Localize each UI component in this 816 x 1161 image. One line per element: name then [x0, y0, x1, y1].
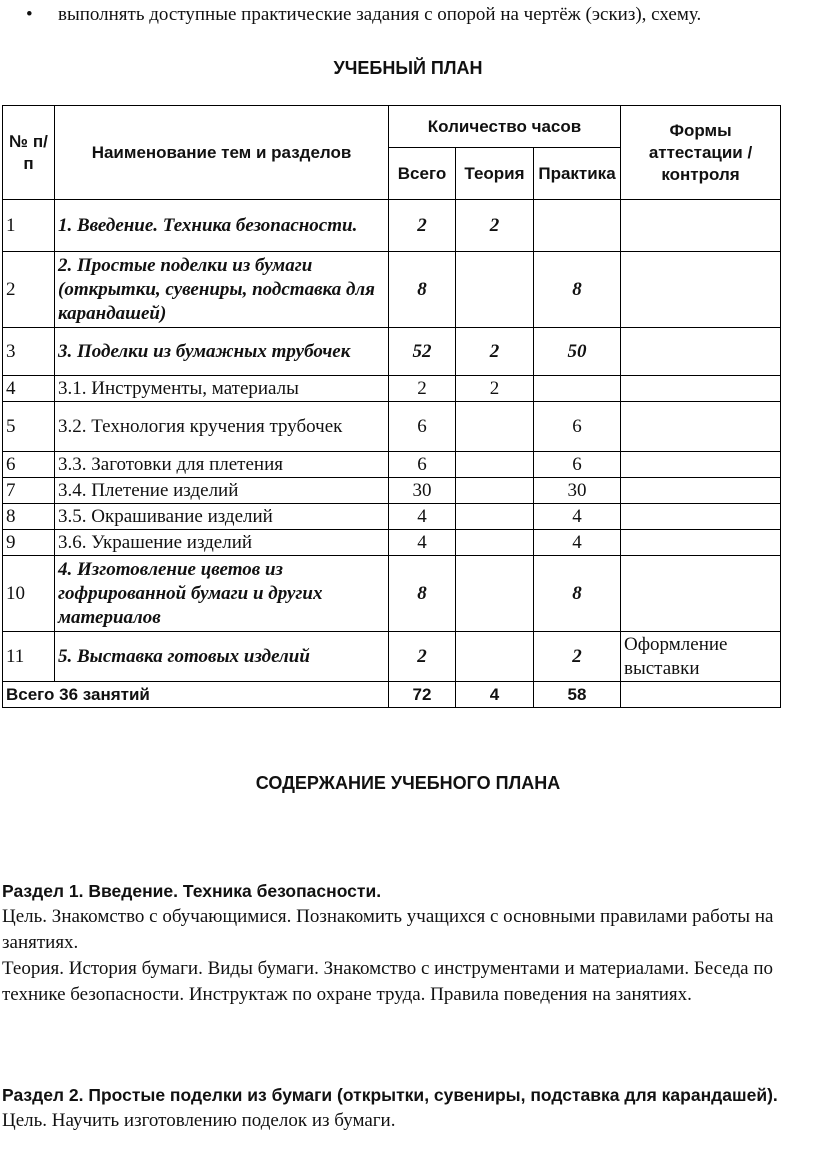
section-1-theory: Теория. История бумаги. Виды бумаги. Знакомство с инструментами и материалами. Беседа по технике безопасности. Инструктаж по охране труда. Правила поведения на занятиях. [2, 958, 774, 1005]
row-num: 7 [3, 478, 55, 504]
row-total: 4 [389, 504, 456, 530]
row-theory [456, 402, 534, 452]
row-practice: 30 [534, 478, 621, 504]
row-theory [456, 632, 534, 682]
row-practice: 6 [534, 452, 621, 478]
table-row [3, 478, 781, 504]
study-plan-table [2, 105, 781, 708]
table-row [3, 376, 781, 402]
section-1-goal: Цель. Знакомство с обучающимися. Познакомить учащихся с основными правилами работы на занятиях. [2, 906, 774, 953]
total-hours: 72 [389, 682, 456, 708]
row-theory [456, 478, 534, 504]
row-theory [456, 504, 534, 530]
bullet-item [26, 2, 701, 28]
row-practice: 6 [534, 402, 621, 452]
bullet-icon: • [26, 4, 33, 25]
bullet-text: выполнять доступные практические задания с опорой на чертёж (эскиз), схему. [58, 4, 702, 25]
total-label: Всего 36 занятий [3, 682, 389, 708]
row-practice [534, 376, 621, 402]
row-total: 6 [389, 452, 456, 478]
header-name: Наименование тем и разделов [55, 106, 389, 200]
row-name: 3.4. Плетение изделий [55, 478, 389, 504]
row-num: 2 [3, 252, 55, 328]
row-name: 3.5. Окрашивание изделий [55, 504, 389, 530]
header-practice: Практика [534, 148, 621, 200]
row-name: 3.1. Инструменты, материалы [55, 376, 389, 402]
row-num: 5 [3, 402, 55, 452]
row-form [621, 252, 781, 328]
row-num: 3 [3, 328, 55, 376]
table-row [3, 530, 781, 556]
row-total: 52 [389, 328, 456, 376]
row-name: 4. Изготовление цветов из гофрированной бумаги и других материалов [55, 556, 389, 632]
section-2 [2, 1082, 812, 1134]
row-practice: 2 [534, 632, 621, 682]
row-form [621, 376, 781, 402]
row-theory [456, 452, 534, 478]
table-row [3, 556, 781, 632]
header-hours: Количество часов [389, 106, 621, 148]
header-num: № п/п [3, 106, 55, 200]
row-form [621, 200, 781, 252]
row-form [621, 530, 781, 556]
row-total: 4 [389, 530, 456, 556]
table-row [3, 200, 781, 252]
row-practice: 8 [534, 556, 621, 632]
section-2-goal: Цель. Научить изготовлению поделок из бумаги. [2, 1110, 396, 1131]
row-name: 3.3. Заготовки для плетения [55, 452, 389, 478]
row-name: 3. Поделки из бумажных трубочек [55, 328, 389, 376]
row-form: Оформление выставки [621, 632, 781, 682]
row-theory [456, 556, 534, 632]
row-name: 2. Простые поделки из бумаги (открытки, сувениры, подставка для карандашей) [55, 252, 389, 328]
section-2-heading: Раздел 2. Простые поделки из бумаги (открытки, сувениры, подставка для карандашей). [2, 1085, 778, 1105]
total-form [621, 682, 781, 708]
row-total: 30 [389, 478, 456, 504]
table-row [3, 402, 781, 452]
header-theory: Теория [456, 148, 534, 200]
row-practice [534, 200, 621, 252]
row-form [621, 504, 781, 530]
row-total: 6 [389, 402, 456, 452]
row-theory [456, 530, 534, 556]
row-name: 5. Выставка готовых изделий [55, 632, 389, 682]
row-theory: 2 [456, 200, 534, 252]
row-form [621, 478, 781, 504]
total-row [3, 682, 781, 708]
table-row [3, 452, 781, 478]
row-form [621, 556, 781, 632]
row-theory: 2 [456, 328, 534, 376]
row-form [621, 402, 781, 452]
header-forms: Формы аттестации / контроля [621, 106, 781, 200]
row-num: 11 [3, 632, 55, 682]
section-1-heading: Раздел 1. Введение. Техника безопасности. [2, 881, 382, 901]
row-practice: 50 [534, 328, 621, 376]
row-num: 8 [3, 504, 55, 530]
row-num: 1 [3, 200, 55, 252]
row-total: 2 [389, 376, 456, 402]
table-row [3, 504, 781, 530]
row-theory [456, 252, 534, 328]
row-theory: 2 [456, 376, 534, 402]
total-practice: 58 [534, 682, 621, 708]
row-total: 2 [389, 632, 456, 682]
table-row [3, 252, 781, 328]
row-num: 9 [3, 530, 55, 556]
total-theory: 4 [456, 682, 534, 708]
row-form [621, 452, 781, 478]
row-practice: 4 [534, 530, 621, 556]
row-name: 1. Введение. Техника безопасности. [55, 200, 389, 252]
table-row [3, 632, 781, 682]
content-title: СОДЕРЖАНИЕ УЧЕБНОГО ПЛАНА [255, 773, 561, 793]
row-name: 3.6. Украшение изделий [55, 530, 389, 556]
row-name: 3.2. Технология кручения трубочек [55, 402, 389, 452]
header-total: Всего [389, 148, 456, 200]
row-total: 2 [389, 200, 456, 252]
section-1 [2, 878, 812, 1008]
plan-title: УЧЕБНЫЙ ПЛАН [333, 58, 483, 78]
row-practice: 4 [534, 504, 621, 530]
row-num: 4 [3, 376, 55, 402]
table-row [3, 328, 781, 376]
row-num: 6 [3, 452, 55, 478]
row-form [621, 328, 781, 376]
row-num: 10 [3, 556, 55, 632]
row-total: 8 [389, 252, 456, 328]
row-practice: 8 [534, 252, 621, 328]
row-total: 8 [389, 556, 456, 632]
